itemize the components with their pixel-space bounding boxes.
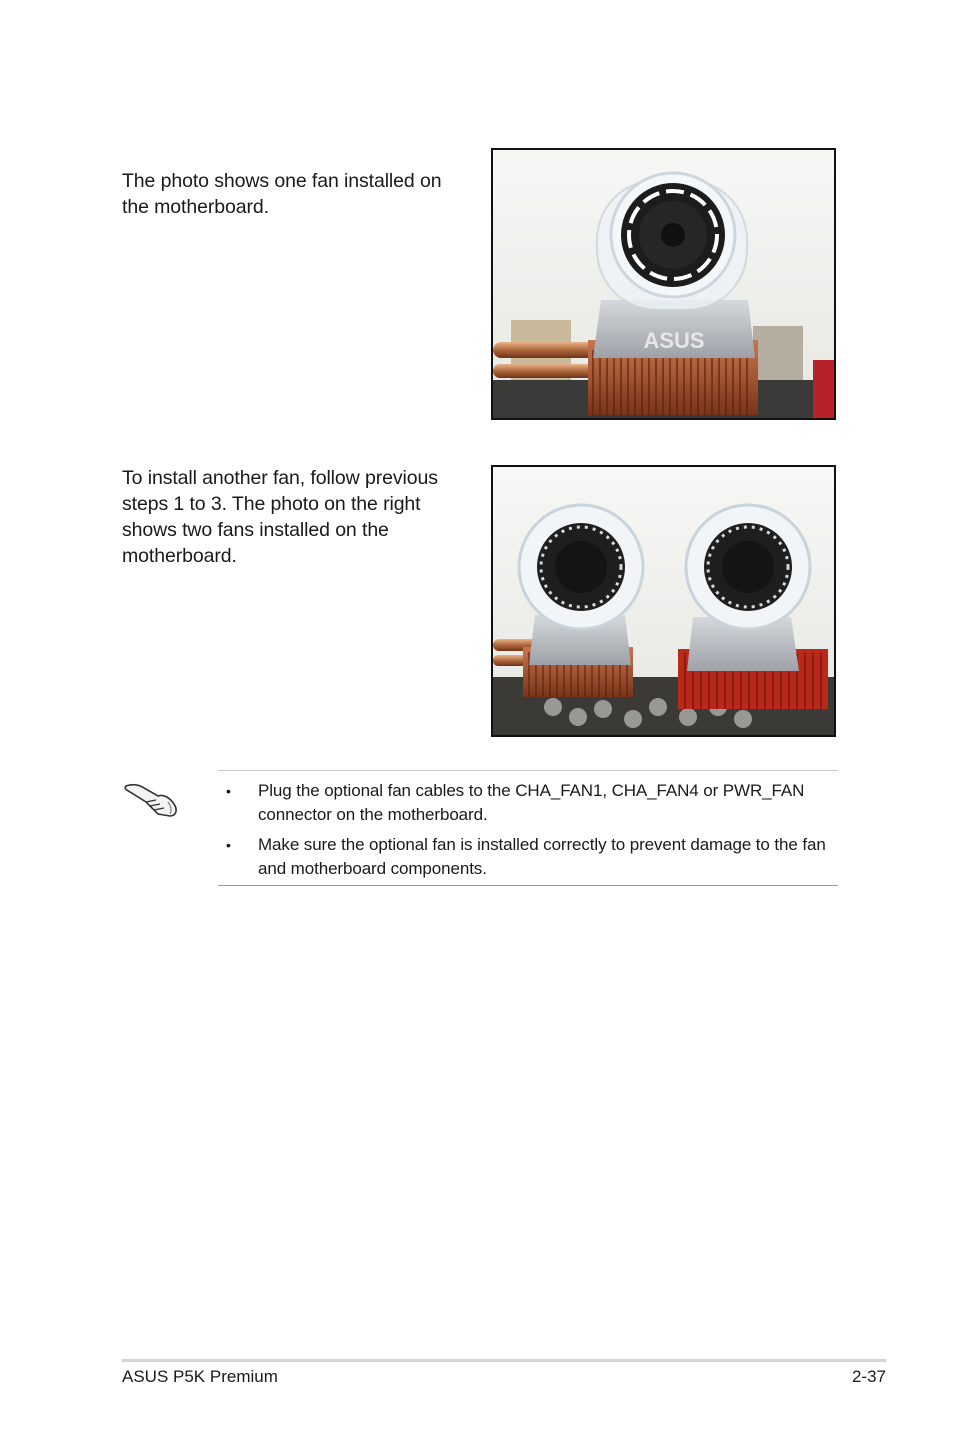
one-fan-photo: [491, 148, 836, 420]
two-fans-description: To install another fan, follow previous steps 1 to 3. The photo on the right shows two fans installed on the motherboard.: [122, 467, 438, 567]
note-item: [218, 833, 838, 881]
note-item-text: Make sure the optional fan is installed correctly to prevent damage to the fan and motherboard components.: [258, 835, 826, 878]
pointing-hand-icon: [124, 778, 180, 818]
note-item: [218, 779, 838, 827]
one-fan-description: The photo shows one fan installed on the motherboard.: [122, 170, 442, 218]
two-fans-photo: [491, 465, 836, 737]
note-box: [218, 770, 838, 886]
footer-product-name: ASUS P5K Premium: [122, 1367, 278, 1386]
bullet: •: [226, 783, 231, 799]
note-list: [218, 779, 838, 887]
asus-logo-on-plate: ASUS: [643, 328, 705, 353]
bullet: •: [226, 837, 231, 853]
note-item-text: Plug the optional fan cables to the CHA_FAN1, CHA_FAN4 or PWR_FAN connector on the motherboard.: [258, 781, 805, 824]
footer-divider: [122, 1359, 886, 1362]
footer-page-number: 2-37: [851, 1367, 886, 1386]
